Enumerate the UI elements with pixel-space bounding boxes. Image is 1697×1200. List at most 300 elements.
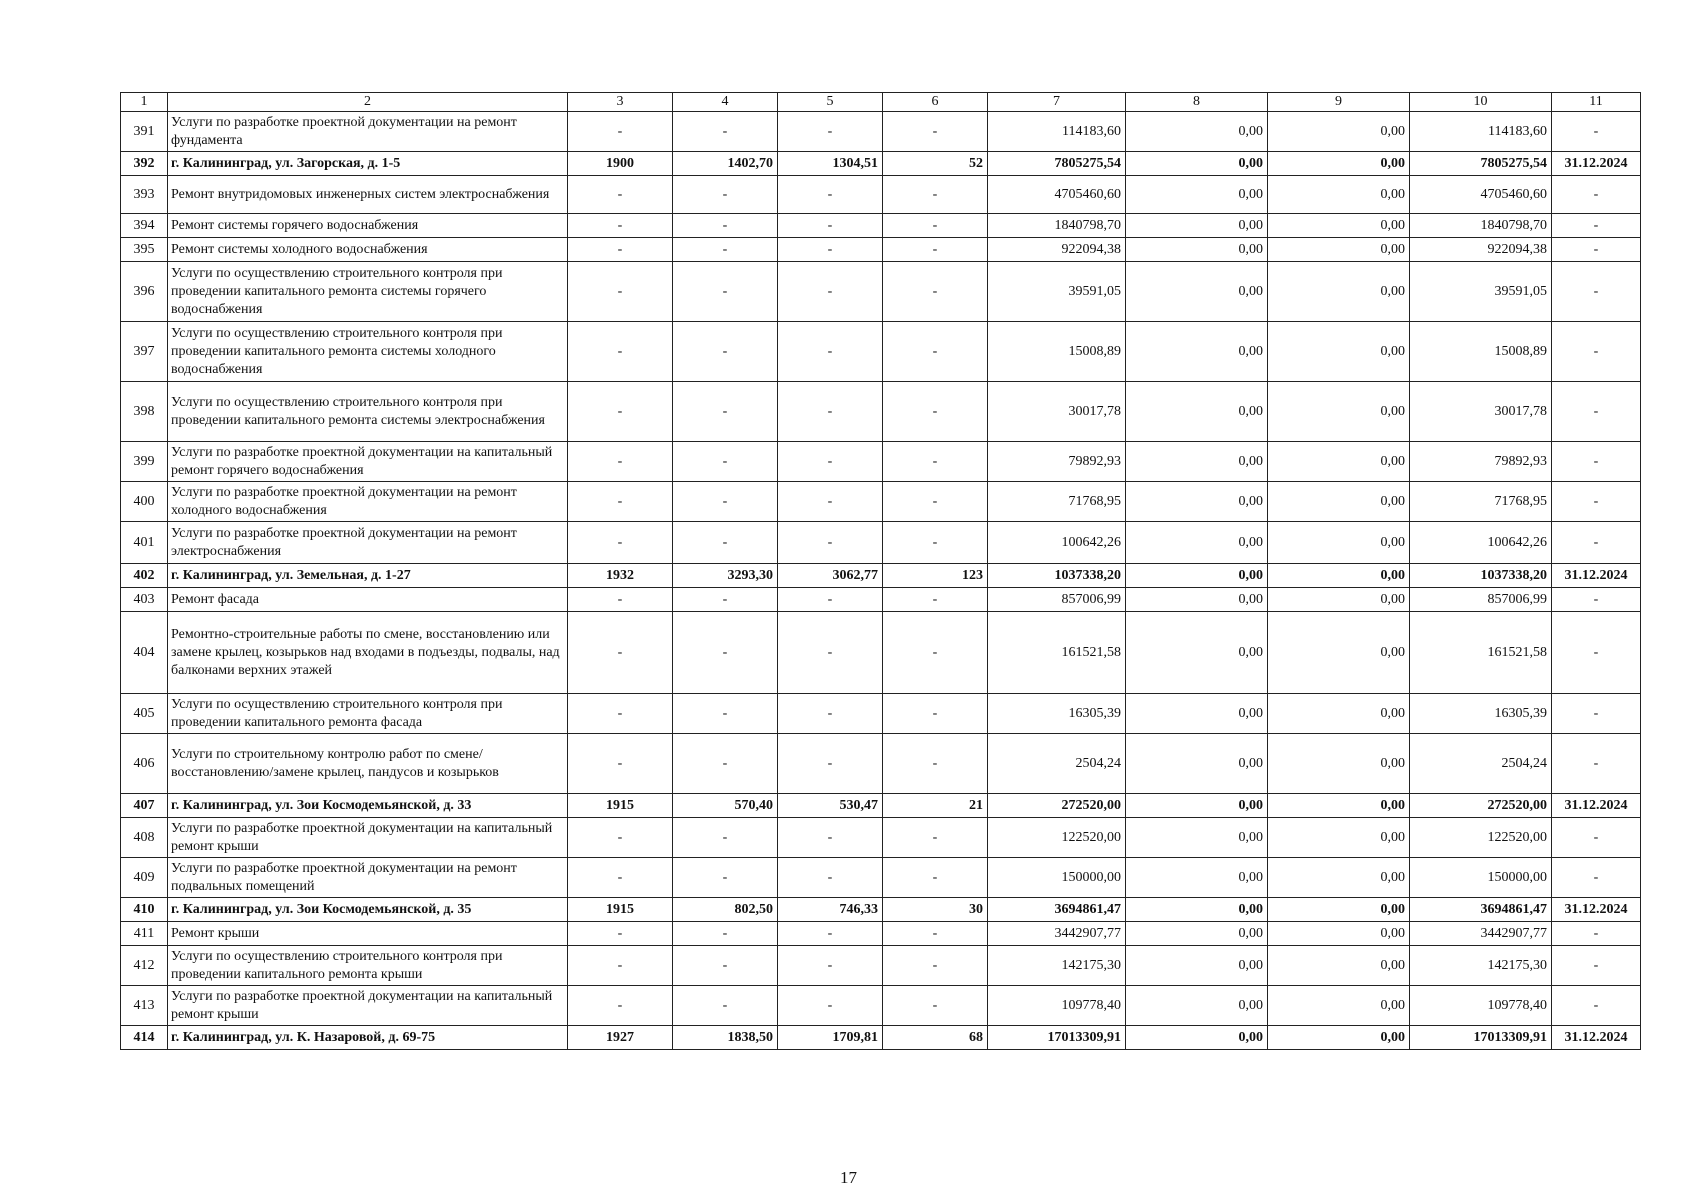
total-cost-cell: 142175,30: [988, 946, 1126, 986]
budget-cost-cell: 0,00: [1268, 794, 1410, 818]
work-name-cell: г. Калининград, ул. Земельная, д. 1-27: [168, 564, 568, 588]
total-area-cell: -: [673, 442, 778, 482]
row-number-cell: 408: [121, 818, 168, 858]
table-body: [121, 93, 1641, 1050]
completion-date-cell: -: [1552, 612, 1641, 694]
header-cell: 5: [778, 93, 883, 112]
living-area-cell: -: [778, 442, 883, 482]
budget-cost-cell: 0,00: [1268, 858, 1410, 898]
owner-cost-cell: 3694861,47: [1410, 898, 1552, 922]
fund-cost-cell: 0,00: [1126, 588, 1268, 612]
residents-cell: 52: [883, 152, 988, 176]
total-cost-cell: 857006,99: [988, 588, 1126, 612]
owner-cost-cell: 7805275,54: [1410, 152, 1552, 176]
year-built-cell: -: [568, 734, 673, 794]
owner-cost-cell: 122520,00: [1410, 818, 1552, 858]
living-area-cell: 3062,77: [778, 564, 883, 588]
living-area-cell: 530,47: [778, 794, 883, 818]
work-row: [121, 946, 1641, 986]
work-name-cell: Услуги по осуществлению строительного контроля при проведении капитального ремонта системы горячего водоснабжения: [168, 262, 568, 322]
work-name-cell: Услуги по осуществлению строительного контроля при проведении капитального ремонта системы холодного водоснабжения: [168, 322, 568, 382]
living-area-cell: 1709,81: [778, 1026, 883, 1050]
residents-cell: -: [883, 694, 988, 734]
total-cost-cell: 150000,00: [988, 858, 1126, 898]
completion-date-cell: -: [1552, 858, 1641, 898]
owner-cost-cell: 2504,24: [1410, 734, 1552, 794]
residents-cell: -: [883, 214, 988, 238]
row-number-cell: 400: [121, 482, 168, 522]
living-area-cell: -: [778, 382, 883, 442]
year-built-cell: -: [568, 214, 673, 238]
budget-cost-cell: 0,00: [1268, 214, 1410, 238]
budget-cost-cell: 0,00: [1268, 322, 1410, 382]
living-area-cell: -: [778, 262, 883, 322]
completion-date-cell: 31.12.2024: [1552, 898, 1641, 922]
total-cost-cell: 114183,60: [988, 112, 1126, 152]
work-name-cell: Услуги по разработке проектной документации на капитальный ремонт крыши: [168, 818, 568, 858]
row-number-cell: 401: [121, 522, 168, 564]
work-row: [121, 322, 1641, 382]
total-cost-cell: 161521,58: [988, 612, 1126, 694]
owner-cost-cell: 109778,40: [1410, 986, 1552, 1026]
residents-cell: -: [883, 818, 988, 858]
row-number-cell: 406: [121, 734, 168, 794]
row-number-cell: 409: [121, 858, 168, 898]
living-area-cell: -: [778, 322, 883, 382]
year-built-cell: -: [568, 262, 673, 322]
residents-cell: 123: [883, 564, 988, 588]
address-row: [121, 898, 1641, 922]
year-built-cell: -: [568, 482, 673, 522]
year-built-cell: -: [568, 322, 673, 382]
year-built-cell: 1915: [568, 794, 673, 818]
fund-cost-cell: 0,00: [1126, 794, 1268, 818]
address-row: [121, 794, 1641, 818]
year-built-cell: -: [568, 238, 673, 262]
fund-cost-cell: 0,00: [1126, 612, 1268, 694]
work-name-cell: Услуги по осуществлению строительного контроля при проведении капитального ремонта фасада: [168, 694, 568, 734]
budget-cost-cell: 0,00: [1268, 176, 1410, 214]
fund-cost-cell: 0,00: [1126, 734, 1268, 794]
budget-cost-cell: 0,00: [1268, 238, 1410, 262]
completion-date-cell: -: [1552, 322, 1641, 382]
total-cost-cell: 30017,78: [988, 382, 1126, 442]
residents-cell: 68: [883, 1026, 988, 1050]
total-cost-cell: 100642,26: [988, 522, 1126, 564]
residents-cell: -: [883, 858, 988, 898]
budget-cost-cell: 0,00: [1268, 112, 1410, 152]
total-area-cell: 570,40: [673, 794, 778, 818]
residents-cell: -: [883, 322, 988, 382]
work-row: [121, 986, 1641, 1026]
work-row: [121, 262, 1641, 322]
completion-date-cell: -: [1552, 442, 1641, 482]
total-area-cell: -: [673, 382, 778, 442]
completion-date-cell: -: [1552, 694, 1641, 734]
owner-cost-cell: 39591,05: [1410, 262, 1552, 322]
budget-cost-cell: 0,00: [1268, 946, 1410, 986]
total-cost-cell: 3694861,47: [988, 898, 1126, 922]
living-area-cell: -: [778, 694, 883, 734]
total-cost-cell: 1840798,70: [988, 214, 1126, 238]
header-cell: 8: [1126, 93, 1268, 112]
fund-cost-cell: 0,00: [1126, 322, 1268, 382]
completion-date-cell: -: [1552, 922, 1641, 946]
work-name-cell: Услуги по строительному контролю работ по смене/восстановлению/замене крылец, пандусов и козырьков: [168, 734, 568, 794]
living-area-cell: -: [778, 858, 883, 898]
fund-cost-cell: 0,00: [1126, 522, 1268, 564]
living-area-cell: -: [778, 922, 883, 946]
living-area-cell: -: [778, 112, 883, 152]
completion-date-cell: -: [1552, 734, 1641, 794]
work-row: [121, 612, 1641, 694]
total-area-cell: 3293,30: [673, 564, 778, 588]
budget-cost-cell: 0,00: [1268, 734, 1410, 794]
header-cell: 11: [1552, 93, 1641, 112]
total-area-cell: -: [673, 734, 778, 794]
row-number-cell: 399: [121, 442, 168, 482]
total-area-cell: -: [673, 112, 778, 152]
row-number-cell: 412: [121, 946, 168, 986]
living-area-cell: -: [778, 612, 883, 694]
work-name-cell: Услуги по осуществлению строительного контроля при проведении капитального ремонта системы электроснабжения: [168, 382, 568, 442]
header-cell: 2: [168, 93, 568, 112]
residents-cell: -: [883, 522, 988, 564]
year-built-cell: -: [568, 922, 673, 946]
work-name-cell: Услуги по разработке проектной документации на ремонт фундамента: [168, 112, 568, 152]
fund-cost-cell: 0,00: [1126, 694, 1268, 734]
total-cost-cell: 7805275,54: [988, 152, 1126, 176]
residents-cell: 21: [883, 794, 988, 818]
total-area-cell: -: [673, 214, 778, 238]
budget-cost-cell: 0,00: [1268, 382, 1410, 442]
total-cost-cell: 2504,24: [988, 734, 1126, 794]
fund-cost-cell: 0,00: [1126, 1026, 1268, 1050]
residents-cell: -: [883, 442, 988, 482]
fund-cost-cell: 0,00: [1126, 214, 1268, 238]
living-area-cell: -: [778, 522, 883, 564]
fund-cost-cell: 0,00: [1126, 922, 1268, 946]
completion-date-cell: -: [1552, 214, 1641, 238]
year-built-cell: -: [568, 986, 673, 1026]
completion-date-cell: 31.12.2024: [1552, 152, 1641, 176]
fund-cost-cell: 0,00: [1126, 382, 1268, 442]
fund-cost-cell: 0,00: [1126, 818, 1268, 858]
owner-cost-cell: 71768,95: [1410, 482, 1552, 522]
row-number-cell: 405: [121, 694, 168, 734]
living-area-cell: -: [778, 238, 883, 262]
total-cost-cell: 122520,00: [988, 818, 1126, 858]
work-row: [121, 176, 1641, 214]
owner-cost-cell: 1037338,20: [1410, 564, 1552, 588]
total-cost-cell: 39591,05: [988, 262, 1126, 322]
total-area-cell: -: [673, 522, 778, 564]
row-number-cell: 407: [121, 794, 168, 818]
living-area-cell: -: [778, 946, 883, 986]
year-built-cell: -: [568, 858, 673, 898]
total-cost-cell: 15008,89: [988, 322, 1126, 382]
living-area-cell: -: [778, 818, 883, 858]
work-row: [121, 858, 1641, 898]
work-name-cell: Ремонт крыши: [168, 922, 568, 946]
row-number-cell: 391: [121, 112, 168, 152]
completion-date-cell: -: [1552, 176, 1641, 214]
total-area-cell: -: [673, 262, 778, 322]
total-area-cell: 1402,70: [673, 152, 778, 176]
work-name-cell: Ремонтно-строительные работы по смене, восстановлению или замене крылец, козырьков над входами в подъезды, подвалы, над балконами верхних этажей: [168, 612, 568, 694]
row-number-cell: 394: [121, 214, 168, 238]
budget-cost-cell: 0,00: [1268, 1026, 1410, 1050]
residents-cell: -: [883, 238, 988, 262]
header-cell: 1: [121, 93, 168, 112]
residents-cell: 30: [883, 898, 988, 922]
work-row: [121, 922, 1641, 946]
year-built-cell: -: [568, 612, 673, 694]
row-number-cell: 402: [121, 564, 168, 588]
work-row: [121, 214, 1641, 238]
year-built-cell: -: [568, 382, 673, 442]
total-cost-cell: 16305,39: [988, 694, 1126, 734]
owner-cost-cell: 79892,93: [1410, 442, 1552, 482]
column-numbers-row: [121, 93, 1641, 112]
year-built-cell: -: [568, 818, 673, 858]
row-number-cell: 397: [121, 322, 168, 382]
total-cost-cell: 3442907,77: [988, 922, 1126, 946]
row-number-cell: 393: [121, 176, 168, 214]
owner-cost-cell: 15008,89: [1410, 322, 1552, 382]
header-cell: 7: [988, 93, 1126, 112]
header-cell: 9: [1268, 93, 1410, 112]
residents-cell: -: [883, 734, 988, 794]
work-row: [121, 588, 1641, 612]
living-area-cell: -: [778, 176, 883, 214]
work-row: [121, 694, 1641, 734]
work-name-cell: Услуги по разработке проектной документации на ремонт холодного водоснабжения: [168, 482, 568, 522]
total-area-cell: -: [673, 612, 778, 694]
living-area-cell: 746,33: [778, 898, 883, 922]
owner-cost-cell: 17013309,91: [1410, 1026, 1552, 1050]
completion-date-cell: -: [1552, 262, 1641, 322]
completion-date-cell: 31.12.2024: [1552, 1026, 1641, 1050]
residents-cell: -: [883, 922, 988, 946]
owner-cost-cell: 142175,30: [1410, 946, 1552, 986]
work-name-cell: Ремонт внутридомовых инженерных систем электроснабжения: [168, 176, 568, 214]
owner-cost-cell: 1840798,70: [1410, 214, 1552, 238]
row-number-cell: 413: [121, 986, 168, 1026]
work-name-cell: Ремонт системы холодного водоснабжения: [168, 238, 568, 262]
fund-cost-cell: 0,00: [1126, 176, 1268, 214]
total-cost-cell: 1037338,20: [988, 564, 1126, 588]
year-built-cell: -: [568, 946, 673, 986]
completion-date-cell: -: [1552, 112, 1641, 152]
residents-cell: -: [883, 262, 988, 322]
completion-date-cell: -: [1552, 238, 1641, 262]
budget-cost-cell: 0,00: [1268, 152, 1410, 176]
total-area-cell: -: [673, 588, 778, 612]
work-name-cell: Услуги по разработке проектной документации на капитальный ремонт горячего водоснабжения: [168, 442, 568, 482]
budget-cost-cell: 0,00: [1268, 442, 1410, 482]
work-row: [121, 238, 1641, 262]
work-name-cell: г. Калининград, ул. К. Назаровой, д. 69-75: [168, 1026, 568, 1050]
work-row: [121, 442, 1641, 482]
residents-cell: -: [883, 588, 988, 612]
header-cell: 6: [883, 93, 988, 112]
row-number-cell: 403: [121, 588, 168, 612]
budget-cost-cell: 0,00: [1268, 262, 1410, 322]
owner-cost-cell: 114183,60: [1410, 112, 1552, 152]
work-name-cell: Услуги по разработке проектной документации на капитальный ремонт крыши: [168, 986, 568, 1026]
work-name-cell: Услуги по разработке проектной документации на ремонт подвальных помещений: [168, 858, 568, 898]
repair-program-table: [120, 92, 1641, 1050]
work-row: [121, 112, 1641, 152]
page-number: 17: [840, 1168, 857, 1187]
row-number-cell: 395: [121, 238, 168, 262]
completion-date-cell: 31.12.2024: [1552, 794, 1641, 818]
row-number-cell: 410: [121, 898, 168, 922]
work-name-cell: Ремонт системы горячего водоснабжения: [168, 214, 568, 238]
budget-cost-cell: 0,00: [1268, 986, 1410, 1026]
row-number-cell: 396: [121, 262, 168, 322]
residents-cell: -: [883, 482, 988, 522]
work-name-cell: Ремонт фасада: [168, 588, 568, 612]
residents-cell: -: [883, 112, 988, 152]
owner-cost-cell: 30017,78: [1410, 382, 1552, 442]
total-cost-cell: 922094,38: [988, 238, 1126, 262]
fund-cost-cell: 0,00: [1126, 898, 1268, 922]
living-area-cell: -: [778, 482, 883, 522]
budget-cost-cell: 0,00: [1268, 588, 1410, 612]
year-built-cell: -: [568, 694, 673, 734]
completion-date-cell: -: [1552, 946, 1641, 986]
fund-cost-cell: 0,00: [1126, 262, 1268, 322]
owner-cost-cell: 161521,58: [1410, 612, 1552, 694]
fund-cost-cell: 0,00: [1126, 564, 1268, 588]
total-area-cell: -: [673, 482, 778, 522]
fund-cost-cell: 0,00: [1126, 112, 1268, 152]
total-area-cell: -: [673, 238, 778, 262]
total-area-cell: -: [673, 986, 778, 1026]
row-number-cell: 392: [121, 152, 168, 176]
total-area-cell: -: [673, 922, 778, 946]
total-area-cell: 1838,50: [673, 1026, 778, 1050]
year-built-cell: -: [568, 112, 673, 152]
owner-cost-cell: 3442907,77: [1410, 922, 1552, 946]
completion-date-cell: -: [1552, 818, 1641, 858]
year-built-cell: 1932: [568, 564, 673, 588]
living-area-cell: 1304,51: [778, 152, 883, 176]
year-built-cell: 1900: [568, 152, 673, 176]
budget-cost-cell: 0,00: [1268, 612, 1410, 694]
completion-date-cell: -: [1552, 382, 1641, 442]
total-area-cell: -: [673, 694, 778, 734]
address-row: [121, 1026, 1641, 1050]
owner-cost-cell: 16305,39: [1410, 694, 1552, 734]
completion-date-cell: -: [1552, 588, 1641, 612]
row-number-cell: 414: [121, 1026, 168, 1050]
completion-date-cell: 31.12.2024: [1552, 564, 1641, 588]
fund-cost-cell: 0,00: [1126, 858, 1268, 898]
completion-date-cell: -: [1552, 482, 1641, 522]
total-cost-cell: 4705460,60: [988, 176, 1126, 214]
owner-cost-cell: 272520,00: [1410, 794, 1552, 818]
year-built-cell: 1927: [568, 1026, 673, 1050]
work-row: [121, 734, 1641, 794]
budget-cost-cell: 0,00: [1268, 522, 1410, 564]
address-row: [121, 152, 1641, 176]
budget-cost-cell: 0,00: [1268, 482, 1410, 522]
row-number-cell: 404: [121, 612, 168, 694]
year-built-cell: -: [568, 176, 673, 214]
budget-cost-cell: 0,00: [1268, 694, 1410, 734]
work-name-cell: г. Калининград, ул. Зои Космодемьянской, д. 35: [168, 898, 568, 922]
total-area-cell: -: [673, 818, 778, 858]
budget-cost-cell: 0,00: [1268, 818, 1410, 858]
total-cost-cell: 17013309,91: [988, 1026, 1126, 1050]
address-row: [121, 564, 1641, 588]
owner-cost-cell: 100642,26: [1410, 522, 1552, 564]
completion-date-cell: -: [1552, 522, 1641, 564]
year-built-cell: -: [568, 522, 673, 564]
fund-cost-cell: 0,00: [1126, 946, 1268, 986]
work-name-cell: г. Калининград, ул. Загорская, д. 1-5: [168, 152, 568, 176]
work-name-cell: Услуги по осуществлению строительного контроля при проведении капитального ремонта крыши: [168, 946, 568, 986]
total-cost-cell: 272520,00: [988, 794, 1126, 818]
total-area-cell: -: [673, 946, 778, 986]
total-area-cell: -: [673, 858, 778, 898]
total-area-cell: -: [673, 322, 778, 382]
owner-cost-cell: 857006,99: [1410, 588, 1552, 612]
work-name-cell: Услуги по разработке проектной документации на ремонт электроснабжения: [168, 522, 568, 564]
living-area-cell: -: [778, 734, 883, 794]
row-number-cell: 411: [121, 922, 168, 946]
budget-cost-cell: 0,00: [1268, 898, 1410, 922]
living-area-cell: -: [778, 986, 883, 1026]
year-built-cell: 1915: [568, 898, 673, 922]
residents-cell: -: [883, 176, 988, 214]
work-name-cell: г. Калининград, ул. Зои Космодемьянской, д. 33: [168, 794, 568, 818]
owner-cost-cell: 922094,38: [1410, 238, 1552, 262]
fund-cost-cell: 0,00: [1126, 482, 1268, 522]
owner-cost-cell: 4705460,60: [1410, 176, 1552, 214]
fund-cost-cell: 0,00: [1126, 238, 1268, 262]
budget-cost-cell: 0,00: [1268, 564, 1410, 588]
year-built-cell: -: [568, 442, 673, 482]
work-row: [121, 482, 1641, 522]
header-cell: 3: [568, 93, 673, 112]
fund-cost-cell: 0,00: [1126, 986, 1268, 1026]
header-cell: 4: [673, 93, 778, 112]
header-cell: 10: [1410, 93, 1552, 112]
residents-cell: -: [883, 946, 988, 986]
work-row: [121, 818, 1641, 858]
owner-cost-cell: 150000,00: [1410, 858, 1552, 898]
work-row: [121, 382, 1641, 442]
total-cost-cell: 79892,93: [988, 442, 1126, 482]
document-page: [120, 92, 1640, 1050]
residents-cell: -: [883, 612, 988, 694]
residents-cell: -: [883, 986, 988, 1026]
total-area-cell: -: [673, 176, 778, 214]
total-cost-cell: 109778,40: [988, 986, 1126, 1026]
budget-cost-cell: 0,00: [1268, 922, 1410, 946]
fund-cost-cell: 0,00: [1126, 152, 1268, 176]
year-built-cell: -: [568, 588, 673, 612]
living-area-cell: -: [778, 588, 883, 612]
work-row: [121, 522, 1641, 564]
living-area-cell: -: [778, 214, 883, 238]
total-cost-cell: 71768,95: [988, 482, 1126, 522]
completion-date-cell: -: [1552, 986, 1641, 1026]
